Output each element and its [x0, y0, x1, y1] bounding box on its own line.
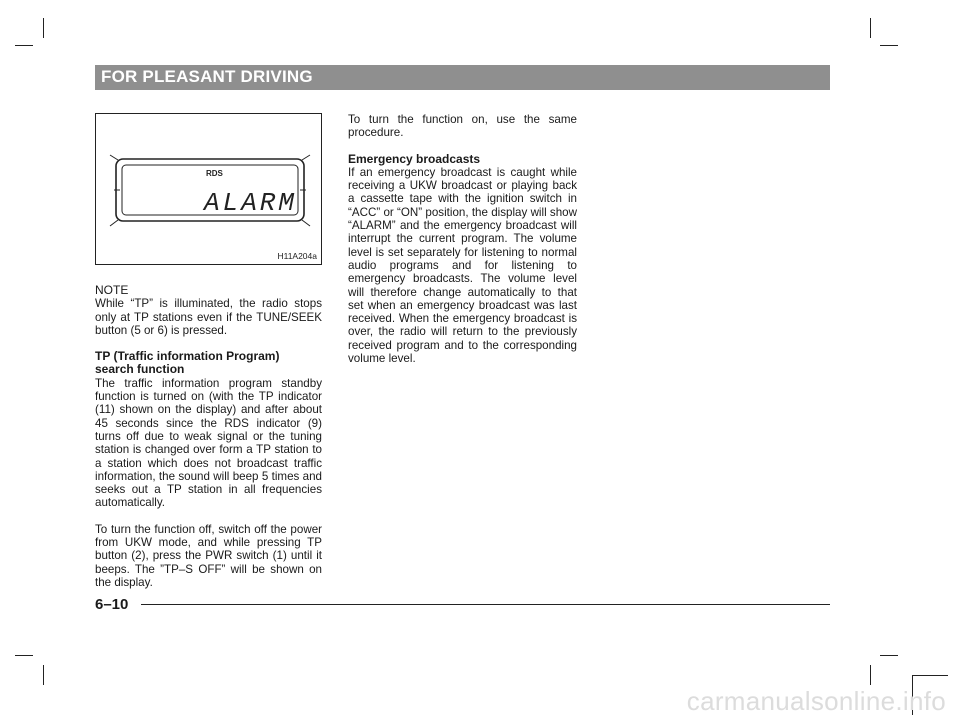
- crop-mark: [880, 45, 898, 46]
- tp-off-paragraph: To turn the function off, switch off the power from UKW mode, and while pressing TP button (2), press the PWR switch (1) until it beeps. The ”TP–S OFF” will be shown on the display.: [95, 522, 322, 589]
- crop-mark: [870, 665, 871, 685]
- crop-mark: [880, 655, 898, 656]
- crop-mark: [43, 18, 44, 38]
- emergency-paragraph: If an emergency broadcast is caught while receiving a UKW broadcast or playing back a cassette tape with the ignition switch in “ACC” or “ON” position, the display will show “ALARM” and the emergency broadcast will interrupt the current program. The volume level is set separately for listening to normal audio programs and for listening to emergency broadcasts. The volume level will therefore change automatically to that set when an emergency broadcast was last received. When the emergency broadcast is over, the radio will return to the previously received program and to the corresponding volume level.: [348, 165, 577, 366]
- figure-code: H11A204a: [277, 251, 317, 261]
- right-column: [348, 113, 577, 365]
- section-title: FOR PLEASANT DRIVING: [101, 67, 313, 86]
- radio-display-illustration: [96, 114, 323, 266]
- tp-heading-line1: TP (Traffic information Program): [95, 349, 280, 364]
- crop-mark: [870, 18, 871, 38]
- left-column: [95, 284, 322, 589]
- footer-rule: [141, 604, 830, 605]
- corner-mark: [912, 675, 948, 676]
- watermark: carmanualsonline.info: [686, 686, 946, 716]
- tp-on-paragraph: To turn the function on, use the same procedure.: [348, 113, 577, 140]
- page-number: 6–10: [95, 596, 129, 613]
- crop-mark: [15, 655, 33, 656]
- emergency-heading: Emergency broadcasts: [348, 151, 481, 166]
- crop-mark: [15, 45, 33, 46]
- radio-display-figure: [95, 113, 322, 265]
- note-text: While “TP” is illuminated, the radio stops only at TP stations even if the TUNE/SEEK button (5 or 6) is pressed.: [95, 297, 322, 337]
- tp-paragraph: The traffic information program standby function is turned on (with the TP indicator (11) shown on the display) and after about 45 seconds since the RDS indicator (9) turns off due to weak signal or the tuning station is changed over form a TP station to a station which does not broadcast traffic information, the sound will beep 5 times and seeks out a TP station in all frequencies automatically.: [95, 376, 322, 510]
- alarm-display-text: ALARM: [204, 188, 298, 218]
- section-header: [95, 65, 830, 90]
- note-label: NOTE: [95, 283, 129, 297]
- crop-mark: [43, 665, 44, 685]
- tp-heading-line2: search function: [95, 362, 185, 377]
- rds-indicator-text: RDS: [206, 169, 223, 178]
